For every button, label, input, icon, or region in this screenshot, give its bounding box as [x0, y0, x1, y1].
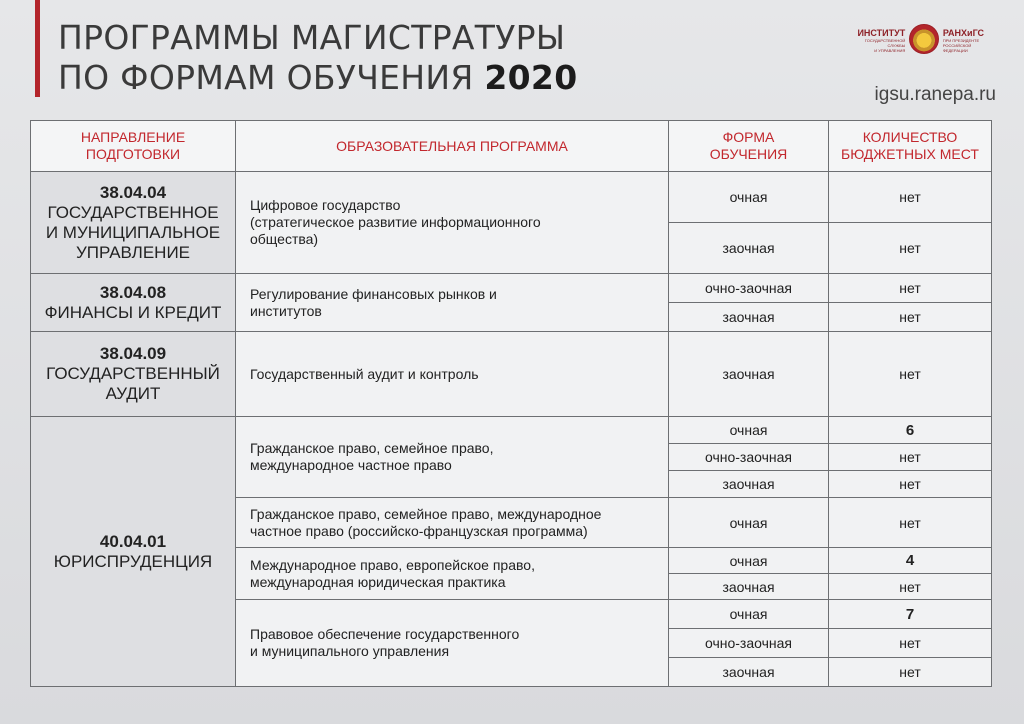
program-name: международное частное право: [250, 457, 452, 473]
program-cell: [236, 600, 669, 687]
table-header-row: [31, 121, 992, 172]
program-cell: [236, 332, 669, 417]
form-cell: очная: [669, 417, 829, 444]
title-line1: ПРОГРАММЫ МАГИСТРАТУРЫ: [58, 18, 566, 57]
header-seats-line1: КОЛИЧЕСТВО: [862, 129, 958, 145]
form-cell: заочная: [669, 332, 829, 417]
emblem-icon: [909, 24, 939, 54]
header-form-line2: ОБУЧЕНИЯ: [709, 146, 788, 162]
direction-code: 38.04.04: [99, 182, 167, 202]
direction-name: УПРАВЛЕНИЕ: [75, 242, 191, 262]
header-form: [669, 121, 829, 172]
logo-right-main: РАНХиГС: [942, 28, 985, 38]
page-title: [58, 18, 577, 98]
form-cell: очная: [669, 498, 829, 548]
logo-left-text: [856, 24, 905, 53]
institute-logo: [856, 24, 996, 64]
program-name: Гражданское право, семейное право,: [250, 440, 494, 456]
program-cell: [236, 172, 669, 274]
program-name: международная юридическая практика: [250, 573, 506, 590]
seats-cell: нет: [829, 574, 992, 600]
table-row: [31, 417, 992, 444]
programs-table: [30, 120, 992, 687]
program-name: Международное право, европейское право,: [250, 556, 535, 573]
direction-name: ГОСУДАРСТВЕННЫЙ: [46, 364, 220, 383]
header-program: ОБРАЗОВАТЕЛЬНАЯ ПРОГРАММА: [236, 121, 669, 172]
direction-name: ЮРИСПРУДЕНЦИЯ: [53, 551, 213, 571]
program-name: Государственный аудит и контроль: [250, 365, 479, 382]
form-cell: очно-заочная: [669, 274, 829, 303]
direction-name: ФИНАНСЫ И КРЕДИТ: [44, 302, 222, 322]
program-cell: [236, 274, 669, 332]
header-seats-line2: БЮДЖЕТНЫХ МЕСТ: [841, 146, 979, 162]
direction-cell: [31, 274, 236, 332]
program-cell: [236, 417, 669, 498]
form-cell: очно-заочная: [669, 444, 829, 471]
logo-left-sub2: И УПРАВЛЕНИЯ: [874, 48, 906, 53]
logo-left-sub1: ГОСУДАРСТВЕННОЙ СЛУЖБЫ: [864, 38, 906, 48]
seats-cell: нет: [829, 471, 992, 498]
program-name: институтов: [250, 302, 322, 319]
logo-left-main: ИНСТИТУТ: [857, 28, 906, 38]
table-row: [31, 172, 992, 223]
direction-code: 38.04.09: [99, 344, 167, 363]
seats-cell: нет: [829, 274, 992, 303]
direction-name: ГОСУДАРСТВЕННОЕ: [47, 202, 219, 222]
direction-cell: [31, 417, 236, 687]
form-cell: очная: [669, 172, 829, 223]
logo-right-sub1: ПРИ ПРЕЗИДЕНТЕ: [942, 38, 980, 43]
form-cell: очная: [669, 600, 829, 629]
title-year: 2020: [484, 58, 578, 97]
form-cell: заочная: [669, 471, 829, 498]
logo-right-text: [943, 24, 996, 53]
form-cell: заочная: [669, 223, 829, 274]
program-name: Регулирование финансовых рынков и: [250, 285, 497, 302]
direction-cell: [31, 172, 236, 274]
program-name: частное право (российско-французская программа): [250, 522, 588, 539]
direction-cell: [31, 332, 236, 417]
seats-cell: нет: [829, 303, 992, 332]
seats-cell: нет: [829, 444, 992, 471]
seats-cell: 4: [829, 548, 992, 574]
direction-code: 38.04.08: [99, 282, 167, 302]
seats-cell: нет: [829, 498, 992, 548]
title-line2: ПО ФОРМАМ ОБУЧЕНИЯ: [58, 58, 474, 97]
program-name: Цифровое государство: [250, 197, 401, 213]
form-cell: заочная: [669, 658, 829, 687]
program-name: и муниципального управления: [250, 643, 450, 659]
seats-cell: нет: [829, 223, 992, 274]
table-row: [31, 274, 992, 303]
seats-cell: нет: [829, 658, 992, 687]
logo-right-sub2: РОССИЙСКОЙ ФЕДЕРАЦИИ: [942, 43, 972, 53]
program-name: (стратегическое развитие информационного: [250, 214, 541, 230]
program-cell: [236, 498, 669, 548]
seats-cell: нет: [829, 629, 992, 658]
program-name: Правовое обеспечение государственного: [250, 626, 520, 642]
header-direction-line1: НАПРАВЛЕНИЕ: [80, 129, 186, 145]
program-name: общества): [250, 231, 319, 247]
form-cell: заочная: [669, 303, 829, 332]
header-form-line1: ФОРМА: [722, 129, 775, 145]
form-cell: очная: [669, 548, 829, 574]
seats-cell: 6: [829, 417, 992, 444]
site-url: igsu.ranepa.ru: [874, 84, 996, 105]
seats-cell: нет: [829, 172, 992, 223]
program-cell: [236, 548, 669, 600]
header-direction-line2: ПОДГОТОВКИ: [85, 146, 181, 162]
header-seats: [829, 121, 992, 172]
direction-name: АУДИТ: [105, 384, 161, 403]
direction-code: 40.04.01: [99, 531, 167, 551]
program-name: Гражданское право, семейное право, международное: [250, 505, 602, 522]
header-direction: [31, 121, 236, 172]
form-cell: очно-заочная: [669, 629, 829, 658]
seats-cell: нет: [829, 332, 992, 417]
accent-bar: [35, 0, 40, 97]
form-cell: заочная: [669, 574, 829, 600]
seats-cell: 7: [829, 600, 992, 629]
table-row: [31, 332, 992, 417]
direction-name: И МУНИЦИПАЛЬНОЕ: [45, 222, 221, 242]
